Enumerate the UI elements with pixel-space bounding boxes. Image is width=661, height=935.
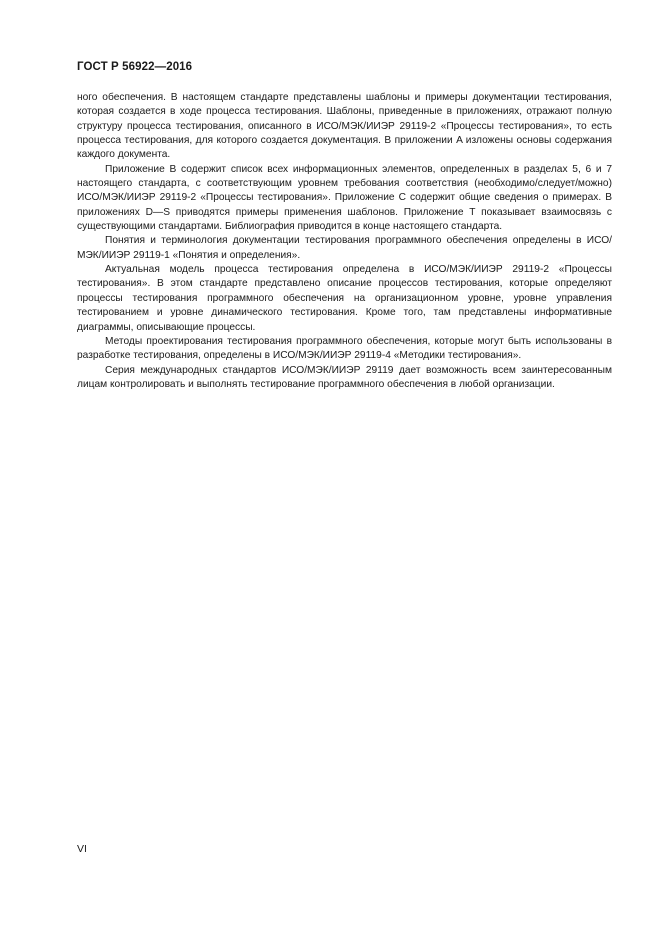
paragraph-test-design: Методы проектирования тестирования программного обеспечения, которые могут быть использованы в разработке тестирования, определены в ИСО/МЭК/ИИЭР 29119-4 «Методики тестирования». (77, 335, 612, 362)
page-number: VI (77, 843, 87, 855)
paragraph-continuation: ного обеспечения. В настоящем стандарте представлены шаблоны и примеры документации тестирования, которая создается в ходе процесса тестирования. Шаблоны, приведенные в приложениях, отражают полную структуру процесса тестирования, описанного в ИСО/МЭК/ИИЭР 29119-2 «Процессы тестирования», то есть процесса тестирования, для которого создается документация. В приложении A изложены основы содержания каждого документа. (77, 92, 612, 161)
paragraph-appendices: Приложение B содержит список всех информационных элементов, определенных в разделах 5, 6 и 7 настоящего стандарта, с соответствующим уровнем требования соответствия (необходимо/следует/можно) ИСО/МЭК/ИИЭР 29119-2 «Процессы тестирования». Приложение C содержит общие сведения о примерах. В приложениях D—S приводятся примеры применения шаблонов. Приложение T показывает взаимосвязь с существующими стандартами. Библиография приводится в конце настоящего стандарта. (77, 163, 612, 233)
paragraph-concepts: Понятия и терминология документации тестирования программного обеспечения определены в ИСО/МЭК/ИИЭР 29119-1 «Понятия и определения». (77, 235, 612, 261)
document-body (77, 91, 612, 392)
document-header: ГОСТ Р 56922—2016 (77, 61, 193, 73)
paragraph-standard-series: Серия международных стандартов ИСО/МЭК/ИИЭР 29119 дает возможность всем заинтересованным лицам контролировать и выполнять тестирование программного обеспечения в любой организации. (77, 364, 612, 390)
paragraph-process-model: Актуальная модель процесса тестирования определена в ИСО/МЭК/ИИЭР 29119-2 «Процессы тестирования». В этом стандарте представлено описание процессов тестирования, которые определяют процессы тестирования программного обеспечения на организационном уровне, уровне управления тестированием и уровне динамического тестирования. Кроме того, там представлены информативные диаграммы, описывающие процессы. (77, 264, 612, 333)
